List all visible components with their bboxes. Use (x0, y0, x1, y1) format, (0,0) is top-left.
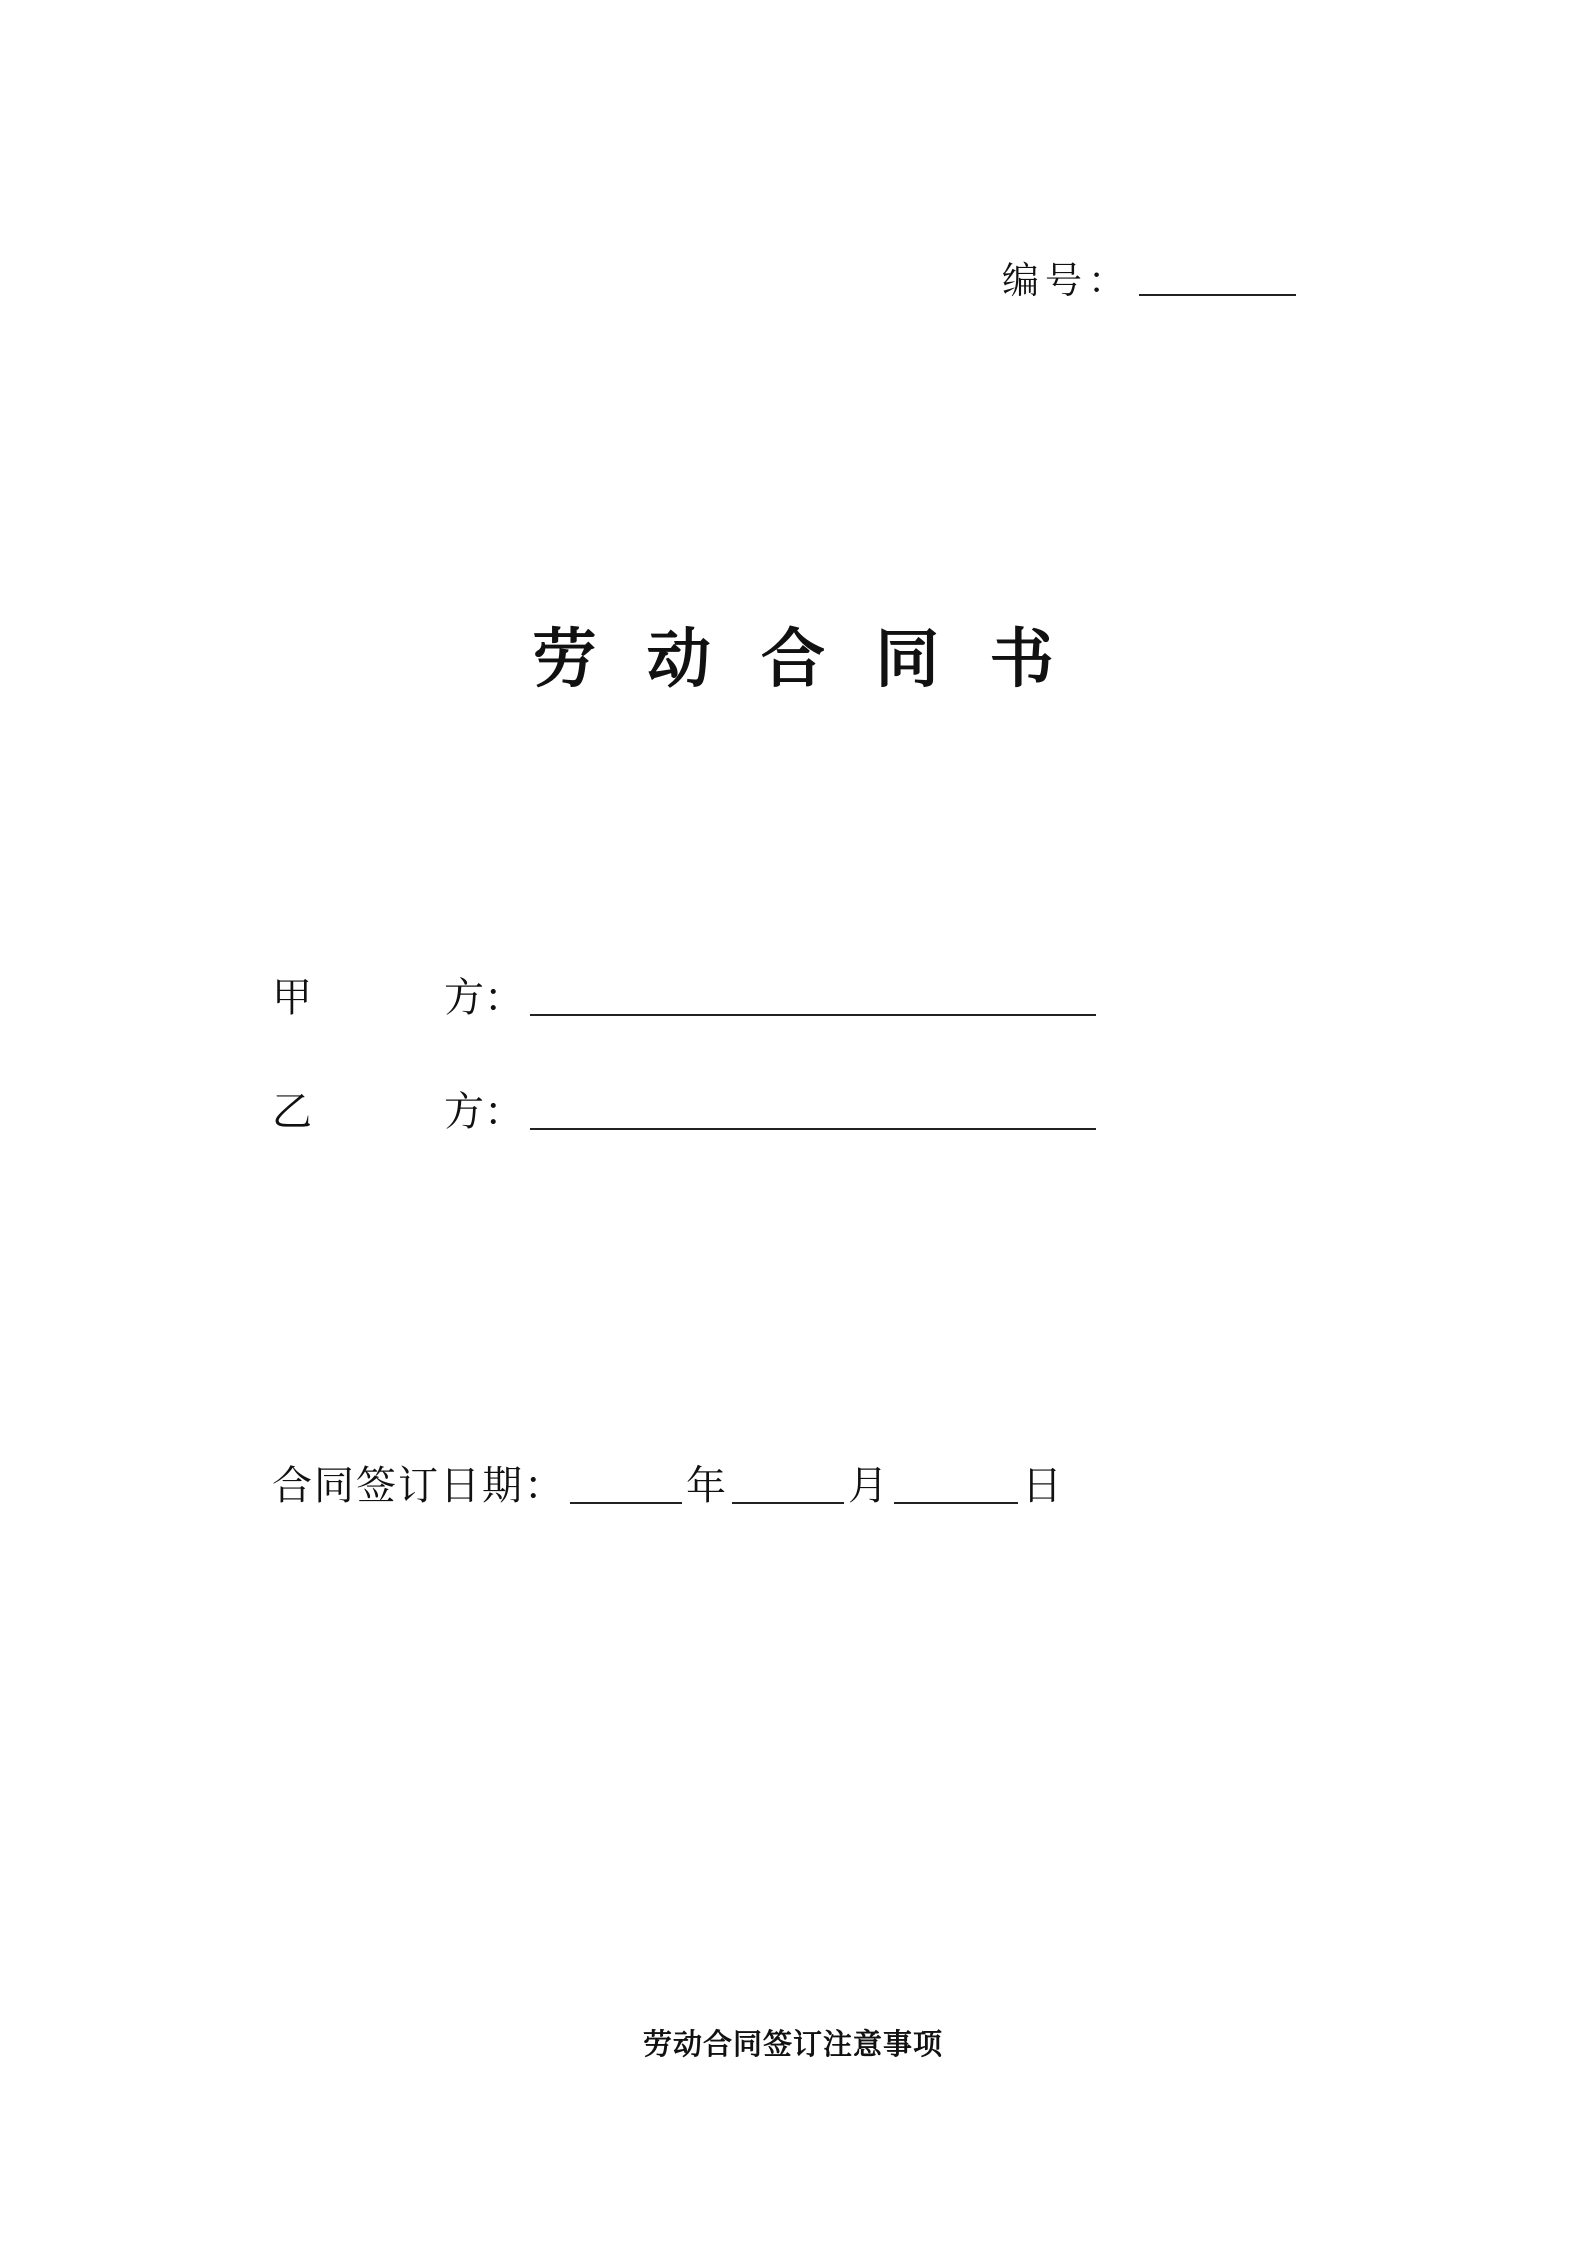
month-blank[interactable] (732, 1502, 844, 1504)
day-label: 日 (1022, 1463, 1064, 1509)
party-b-row (272, 1089, 1096, 1135)
sign-date-row (272, 1463, 1064, 1509)
contract-number-blank[interactable] (1139, 294, 1296, 296)
day-blank[interactable] (894, 1502, 1018, 1504)
party-a-label: 甲 (272, 975, 312, 1021)
document-title (0, 622, 1586, 697)
party-b-label: 乙 (272, 1089, 312, 1135)
party-b-blank[interactable] (530, 1128, 1096, 1130)
contract-number-label: 编号： (1002, 259, 1131, 302)
year-blank[interactable] (570, 1502, 682, 1504)
party-a-suffix: 方： (444, 975, 524, 1021)
party-a-blank[interactable] (530, 1014, 1096, 1016)
contract-number (1002, 259, 1296, 302)
title-char: 书 (989, 622, 1054, 697)
year-label: 年 (686, 1463, 728, 1509)
notes-heading: 劳动合同签订注意事项 (642, 2027, 943, 2061)
party-b-suffix: 方： (444, 1089, 524, 1135)
party-a-row (272, 975, 1096, 1021)
month-label: 月 (848, 1463, 890, 1509)
title-char: 劳 (532, 622, 597, 697)
sign-date-label: 合同签订日期： (272, 1463, 566, 1509)
title-char: 合 (761, 622, 825, 697)
title-char: 同 (875, 622, 940, 697)
title-char: 动 (646, 622, 711, 697)
